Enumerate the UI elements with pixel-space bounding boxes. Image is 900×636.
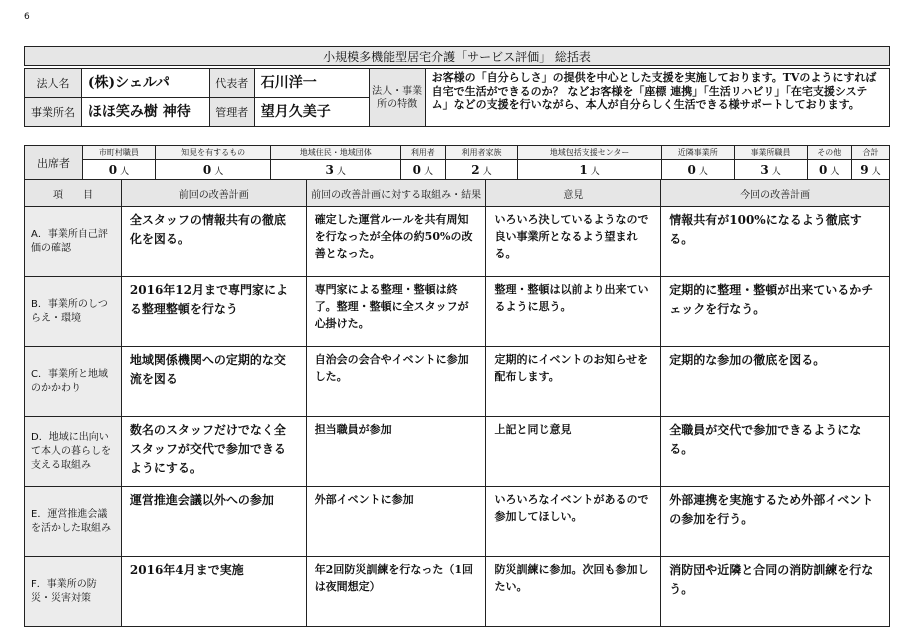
attendee-count-cell (83, 160, 156, 180)
table-row (25, 417, 890, 487)
new-plan-cell: 定期的な参加の徹底を図る。 (661, 347, 890, 417)
representative-label: 代表者 (209, 69, 254, 98)
unit-label: 人 (336, 166, 346, 177)
opinion-cell: 上記と同じ意見 (486, 417, 661, 487)
opinion-cell: いろいろなイベントがあるので参加してほしい。 (486, 487, 661, 557)
prev-plan-cell: 2016年4月まで実施 (121, 557, 306, 627)
attendee-count: 0 (412, 162, 421, 177)
attendee-count: 0 (687, 162, 696, 177)
header-item: 項 目 (25, 180, 122, 207)
opinion-cell: 防災訓練に参加。次回も参加したい。 (486, 557, 661, 627)
features-label: 法人・事業所の特徴 (369, 69, 425, 127)
row-item: F．事業所の防災・災害対策 (25, 557, 122, 627)
document-title: 小規模多機能型居宅介護「サービス評価」 総括表 (24, 46, 890, 66)
unit-label: 人 (120, 166, 130, 177)
prev-plan-cell: 地域関係機関への定期的な交流を図る (121, 347, 306, 417)
attendee-count-cell (661, 160, 734, 180)
attendee-count: 0 (819, 162, 828, 177)
office-name-label: 事業所名 (25, 98, 82, 127)
result-cell: 自治会の会合やイベントに参加した。 (306, 347, 486, 417)
attendee-category-label: 利用者 (401, 146, 445, 160)
attendee-count: 3 (325, 162, 334, 177)
result-cell: 確定した運営ルールを共有周知を行なったが全体の約50%の改善となった。 (306, 207, 486, 277)
unit-label: 人 (830, 166, 840, 177)
prev-plan-cell: 運営推進会議以外への参加 (121, 487, 306, 557)
header-result: 前回の改善計画に対する取組み・結果 (306, 180, 486, 207)
header-opinion: 意見 (486, 180, 661, 207)
table-row (25, 557, 890, 627)
table-row (25, 487, 890, 557)
attendee-count-cell (445, 160, 518, 180)
attendee-count-cell (807, 160, 851, 180)
attendee-count-cell (401, 160, 445, 180)
attendee-count: 0 (202, 162, 212, 177)
manager-value: 望月久美子 (254, 98, 369, 127)
attendee-count: 9 (860, 162, 869, 177)
attendee-count: 1 (579, 162, 588, 177)
unit-label: 人 (771, 166, 781, 177)
opinion-cell: いろいろ決しているようなので良い事業所となるよう望まれる。 (486, 207, 661, 277)
attendee-category-label: その他 (807, 146, 851, 160)
result-cell: 専門家による整理・整頓は終了。整理・整頓に全スタッフが心掛けた。 (306, 277, 486, 347)
prev-plan-cell: 2016年12月まで専門家による整理整頓を行なう (121, 277, 306, 347)
row-item: E．運営推進会議を活かした取組み (25, 487, 122, 557)
row-item: C．事業所と地域のかかわり (25, 347, 122, 417)
evaluation-table (24, 179, 890, 627)
attendee-category-label: 知見を有するもの (155, 146, 271, 160)
table-row (25, 207, 890, 277)
unit-label: 人 (423, 166, 433, 177)
attendee-category-label: 地域住民・地域団体 (271, 146, 401, 160)
page-number: 6 (24, 12, 30, 22)
row-item: D．地域に出向いて本人の暮らしを支える取組み (25, 417, 122, 487)
header-prev-plan: 前回の改善計画 (121, 180, 306, 207)
opinion-cell: 整理・整頓は以前より出来ているように思う。 (486, 277, 661, 347)
manager-label: 管理者 (209, 98, 254, 127)
attendee-count-cell (851, 160, 889, 180)
table-row (25, 347, 890, 417)
corporation-info-table (24, 68, 890, 127)
table-row (25, 277, 890, 347)
attendee-category-label: 近隣事業所 (661, 146, 734, 160)
attendee-category-label: 事業所職員 (734, 146, 807, 160)
features-text: お客様の「自分らしさ」の提供を中心とした支援を実施しております。TVのようにすれば自宅で生活ができるのか？ などお客様を「座標 連携」「生活リハビリ」「在宅支援システム」などの支援を行いながら、本人が自分らしく生活できる様サポートしております。 (425, 69, 889, 127)
representative-value: 石川洋一 (254, 69, 369, 98)
new-plan-cell: 全職員が交代で参加できるようになる。 (661, 417, 890, 487)
new-plan-cell: 外部連携を実施するため外部イベントの参加を行う。 (661, 487, 890, 557)
result-cell: 年2回防災訓練を行なった（1回は夜間想定） (306, 557, 486, 627)
unit-label: 人 (482, 166, 492, 177)
opinion-cell: 定期的にイベントのお知らせを配布します。 (486, 347, 661, 417)
row-item: B．事業所のしつらえ・環境 (25, 277, 122, 347)
attendee-category-label: 合計 (851, 146, 889, 160)
header-new-plan: 今回の改善計画 (661, 180, 890, 207)
attendee-count-cell (155, 160, 271, 180)
result-cell: 外部イベントに参加 (306, 487, 486, 557)
new-plan-cell: 情報共有が100%になるよう徹底する。 (661, 207, 890, 277)
attendee-count-cell (271, 160, 401, 180)
unit-label: 人 (590, 166, 600, 177)
attendee-count: 0 (108, 162, 118, 177)
attendee-count-cell (734, 160, 807, 180)
row-item: A．事業所自己評価の確認 (25, 207, 122, 277)
attendee-category-label: 地域包括支援センター (518, 146, 661, 160)
attendees-label: 出席者 (25, 146, 83, 180)
office-name-value: ほほ笑み樹 神待 (81, 98, 209, 127)
unit-label: 人 (214, 166, 224, 177)
attendee-category-label: 市町村職員 (83, 146, 156, 160)
unit-label: 人 (698, 166, 708, 177)
prev-plan-cell: 全スタッフの情報共有の徹底化を図る。 (121, 207, 306, 277)
result-cell: 担当職員が参加 (306, 417, 486, 487)
attendee-count: 3 (760, 162, 769, 177)
attendees-table (24, 145, 890, 180)
corp-name-label: 法人名 (25, 69, 82, 98)
prev-plan-cell: 数名のスタッフだけでなく全スタッフが交代で参加できるようにする。 (121, 417, 306, 487)
attendee-category-label: 利用者家族 (445, 146, 518, 160)
attendee-count-cell (518, 160, 661, 180)
new-plan-cell: 定期的に整理・整頓が出来ているかチェックを行なう。 (661, 277, 890, 347)
new-plan-cell: 消防団や近隣と合同の消防訓練を行なう。 (661, 557, 890, 627)
corp-name-value: (株)シェルパ (81, 69, 209, 98)
unit-label: 人 (871, 166, 881, 177)
attendee-count: 2 (471, 162, 480, 177)
